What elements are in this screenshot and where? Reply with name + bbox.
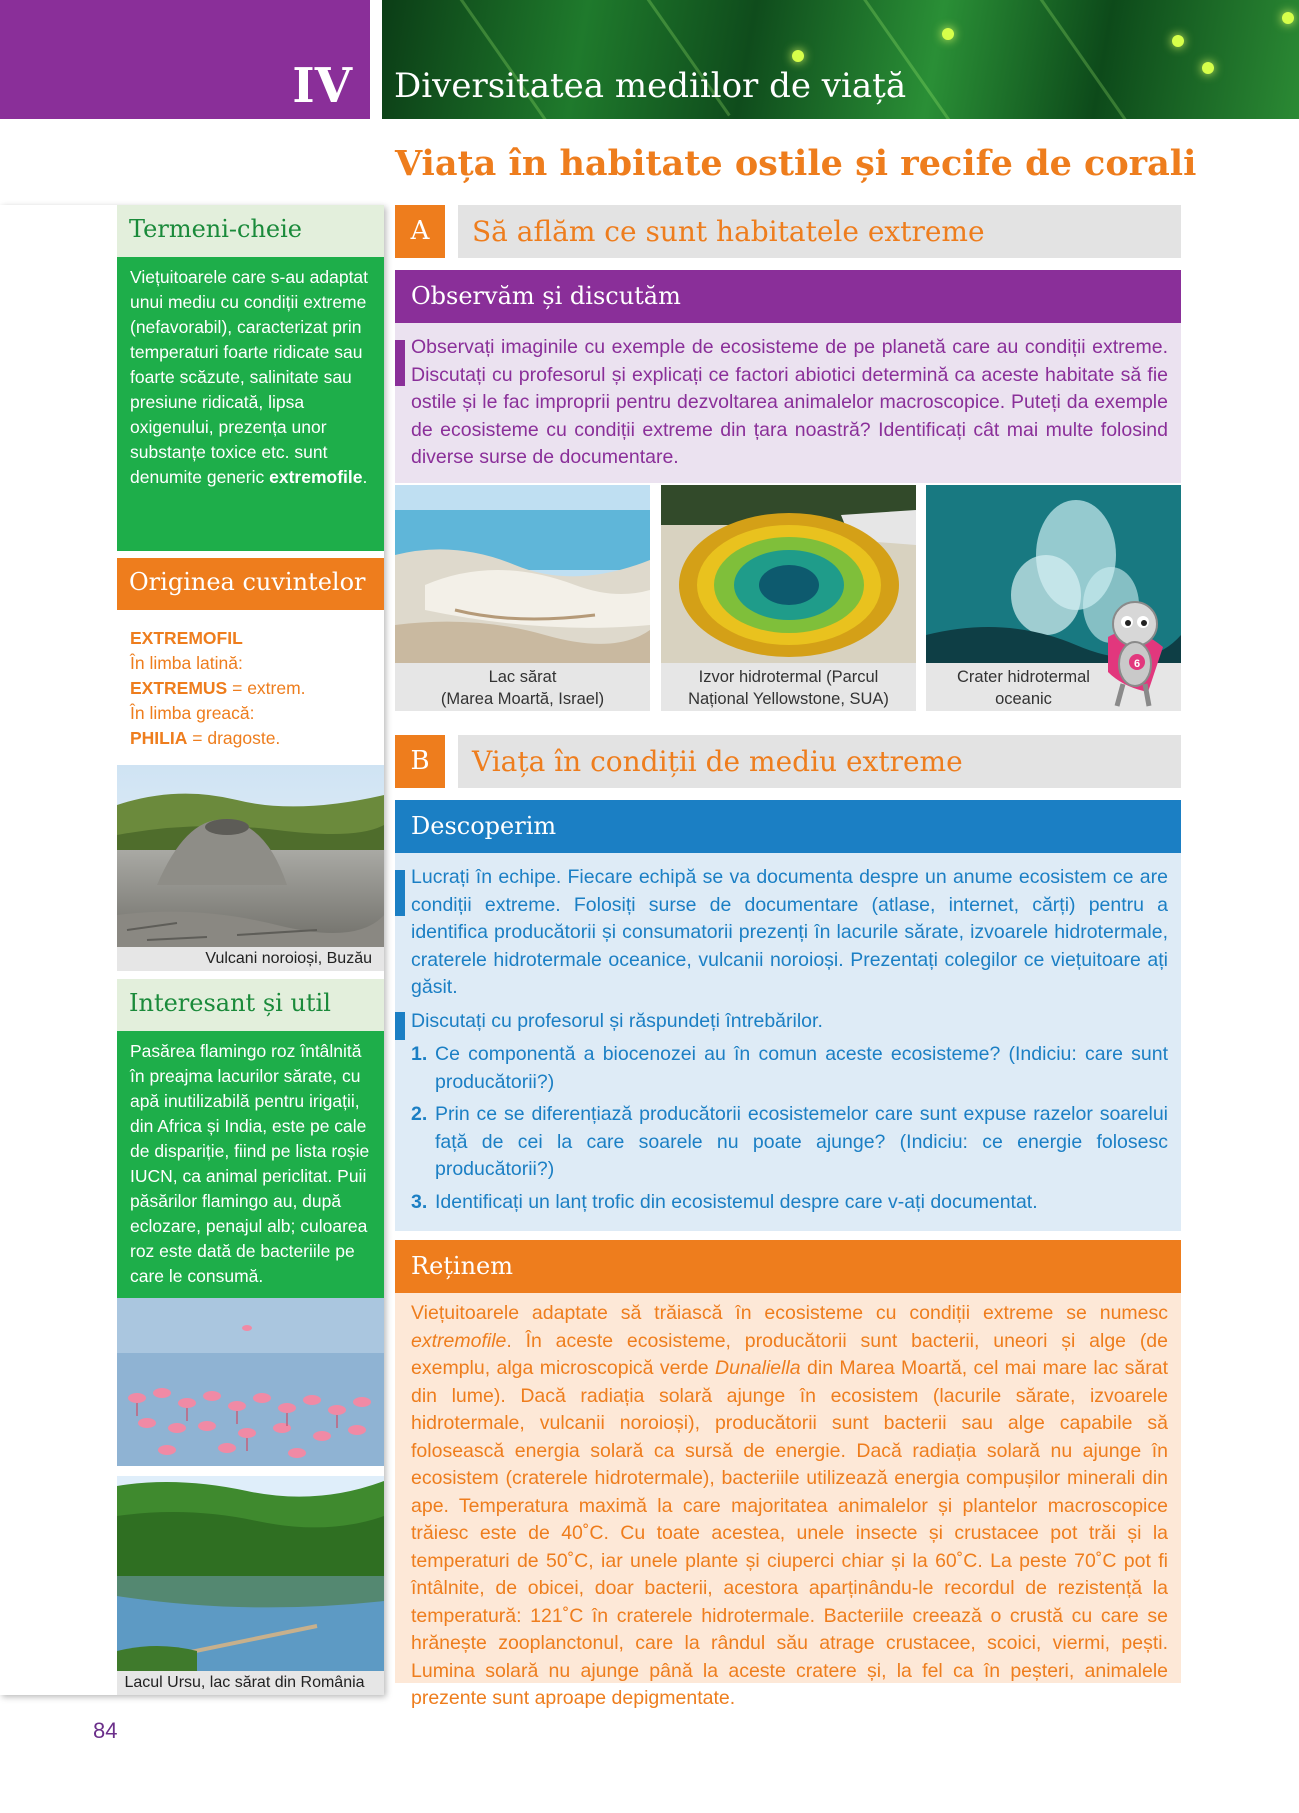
- mud-volcano-photo: [117, 765, 384, 947]
- discover-marker-2: [395, 1012, 405, 1040]
- dead-sea-photo: [395, 485, 650, 663]
- key-term: extremofile: [269, 467, 363, 487]
- section-b-letter: B: [395, 735, 445, 788]
- question-item: 3. Identificați un lanț trofic din ecosistemul despre care v-ați documentat.: [411, 1190, 1038, 1213]
- section-b-title: Viața în condiții de mediu extreme: [458, 735, 1181, 788]
- observe-marker: [395, 340, 405, 386]
- yellowstone-caption: Izvor hidrotermal (Parcul Național Yellowstone, SUA): [661, 663, 916, 711]
- question-item: 1. Ce componentă a biocenozei au în comun aceste ecosisteme? (Indiciu: care sunt producătorii?): [411, 1043, 1168, 1093]
- light-dot-icon: [942, 28, 954, 40]
- chapter-number: IV: [292, 58, 352, 114]
- svg-text:6: 6: [1133, 658, 1141, 670]
- chapter-number-block: [0, 0, 370, 119]
- discover-instruction: Discutați cu profesorul și răspundeți întrebărilor.: [411, 1010, 823, 1032]
- question-list: [411, 1041, 1168, 1221]
- page-number: 84: [93, 1718, 118, 1743]
- mud-volcano-caption: Vulcani noroioși, Buzău: [117, 947, 384, 971]
- interesting-heading: Interesant și util: [117, 979, 384, 1031]
- observe-discuss-heading: Observăm și discutăm: [395, 270, 1181, 323]
- word-origin-heading: Originea cuvintelor: [117, 558, 384, 610]
- discover-marker-1: [395, 870, 405, 916]
- lesson-title: Viața în habitate ostile și recife de corali: [395, 143, 1197, 184]
- retinem-text: Viețuitoarele adaptate să trăiască în ecosisteme cu condiții extreme se numesc extremofile. În aceste ecosisteme, producătorii sunt bacterii, uneori și alge (de exemplu, alga microscopică verde Dunaliella din Marea Moartă, cel mai mare lac sărat din lume). Dacă radiația solară ajunge în ecosistem (lacurile sărate, izvoarele hidrotermale, vulcanii noroioși), producătorii sunt bacterii sau alge capabile să folosească energia solară ca sursă de energie. Dacă radiația solară nu ajunge în ecosistem (craterele hidrotermale), bacteriile utilizează energia compușilor minerali din ape. Temperatura maximă la care majoritatea animalelor și plantelor macroscopice trăiesc este de 40˚C. Cu toate acestea, unele insecte și crustacee pot trăi și la temperaturi de 50˚C, iar unele plante și ciuperci chiar și la 60˚C. La peste 70˚C pot fi întâlnite, de obicei, doar bacterii, acestora aparținându-le recordul de rezistență la temperatură: 121˚C în craterele hidrotermale. Bacteriile creează o crustă cu care se hrănește zooplanctonul, care la rândul său atrage crustacee, scoici, viermi, pești. Lumina solară nu ajunge până la aceste cratere și, la fel ca în peșteri, animalele prezente sunt aproape depigmentate.: [411, 1302, 1169, 1709]
- retinem-term-extremofile: extremofile: [411, 1329, 507, 1352]
- question-item: 2. Prin ce se diferențiază producătorii ecosistemelor care sunt expuse razelor soarelui față de cei la care soarele nu poate ajunge? (Indiciu: ce energie folosesc producătorii?): [411, 1103, 1168, 1180]
- lacul-ursu-photo: [117, 1476, 384, 1671]
- chapter-title: Diversitatea mediilor de viață: [394, 66, 907, 106]
- retinem-term-dunaliella: Dunaliella: [715, 1357, 801, 1379]
- light-dot-icon: [1202, 62, 1214, 74]
- interesting-box: Pasărea flamingo roz întâlnită în preajma lacurilor sărate, cu apă inutilizabilă pentru irigații, din Africa și India, este pe cale de dispariție, fiind pe lista roșie IUCN, ca animal periclitat. Puii păsărilor flamingo au, după eclozare, penajul alb; culoarea roz este dată de bacteriile pe care le consumă.: [117, 1031, 384, 1298]
- retinem-heading: Reținem: [395, 1240, 1181, 1293]
- sidebar: [0, 205, 384, 1695]
- dead-sea-caption: Lac sărat (Marea Moartă, Israel): [395, 663, 650, 711]
- chapter-banner: [382, 0, 1299, 119]
- key-terms-text: Viețuitoarele care s-au adaptat unui mediu cu condiții extreme (nefavorabil), caracterizat prin temperaturi foarte ridicate sau foarte scăzute, salinitate sau presiune ridicată, lipsa oxigenului, prezența unor substanțe toxice etc. sunt denumite generic: [130, 267, 369, 487]
- light-dot-icon: [1282, 12, 1294, 24]
- word-origin-box: EXTREMOFIL În limba latină: EXTREMUS = extrem. În limba greacă: PHILIA = dragoste.: [130, 628, 306, 748]
- light-dot-icon: [792, 50, 804, 62]
- yellowstone-photo: [661, 485, 916, 663]
- observe-discuss-text: Observați imaginile cu exemple de ecosisteme de pe planetă care au condiții extreme. Discutați cu profesorul și explicați ce factori abiotici determină ca aceste habitate să fie ostile și le fac improprii pentru dezvoltarea animalelor macroscopice. Puteți da exemple de ecosisteme cu condiții extreme din țara noastră? Identificați cât mai multe folosind diverse surse de documentare.: [411, 336, 1168, 468]
- discover-heading: Descoperim: [395, 800, 1181, 853]
- discover-intro-text: Lucrați în echipe. Fiecare echipă se va documenta despre un anume ecosistem ce are condiții extreme. Folosiți surse de documentare (atlase, internet, cărți) pentru a identifica producătorii și consumatorii prezenți în lacurile sărate, izvoarele hidrotermale, craterele hidrotermale oceanice, vulcanii noroioși. Prezentați colegilor ce viețuitoare ați găsit.: [411, 866, 1168, 998]
- lacul-ursu-caption: Lacul Ursu, lac sărat din România: [117, 1671, 384, 1695]
- flamingo-photo: [117, 1298, 384, 1466]
- section-a-title: Să aflăm ce sunt habitatele extreme: [458, 205, 1181, 258]
- key-terms-heading: Termeni-cheie: [117, 205, 384, 257]
- hydrothermal-crater-caption: Crater hidrotermal oceanic: [926, 663, 1181, 711]
- key-terms-box: Viețuitoarele care s-au adaptat unui mediu cu condiții extreme (nefavorabil), caracterizat prin temperaturi foarte ridicate sau foarte scăzute, salinitate sau presiune ridicată, lipsa oxigenului, prezența unor substanțe toxice etc. sunt denumite generic extremofile.: [117, 257, 384, 551]
- section-a-letter: A: [395, 205, 445, 258]
- light-dot-icon: [1172, 35, 1184, 47]
- mascot-icon: [1093, 592, 1173, 710]
